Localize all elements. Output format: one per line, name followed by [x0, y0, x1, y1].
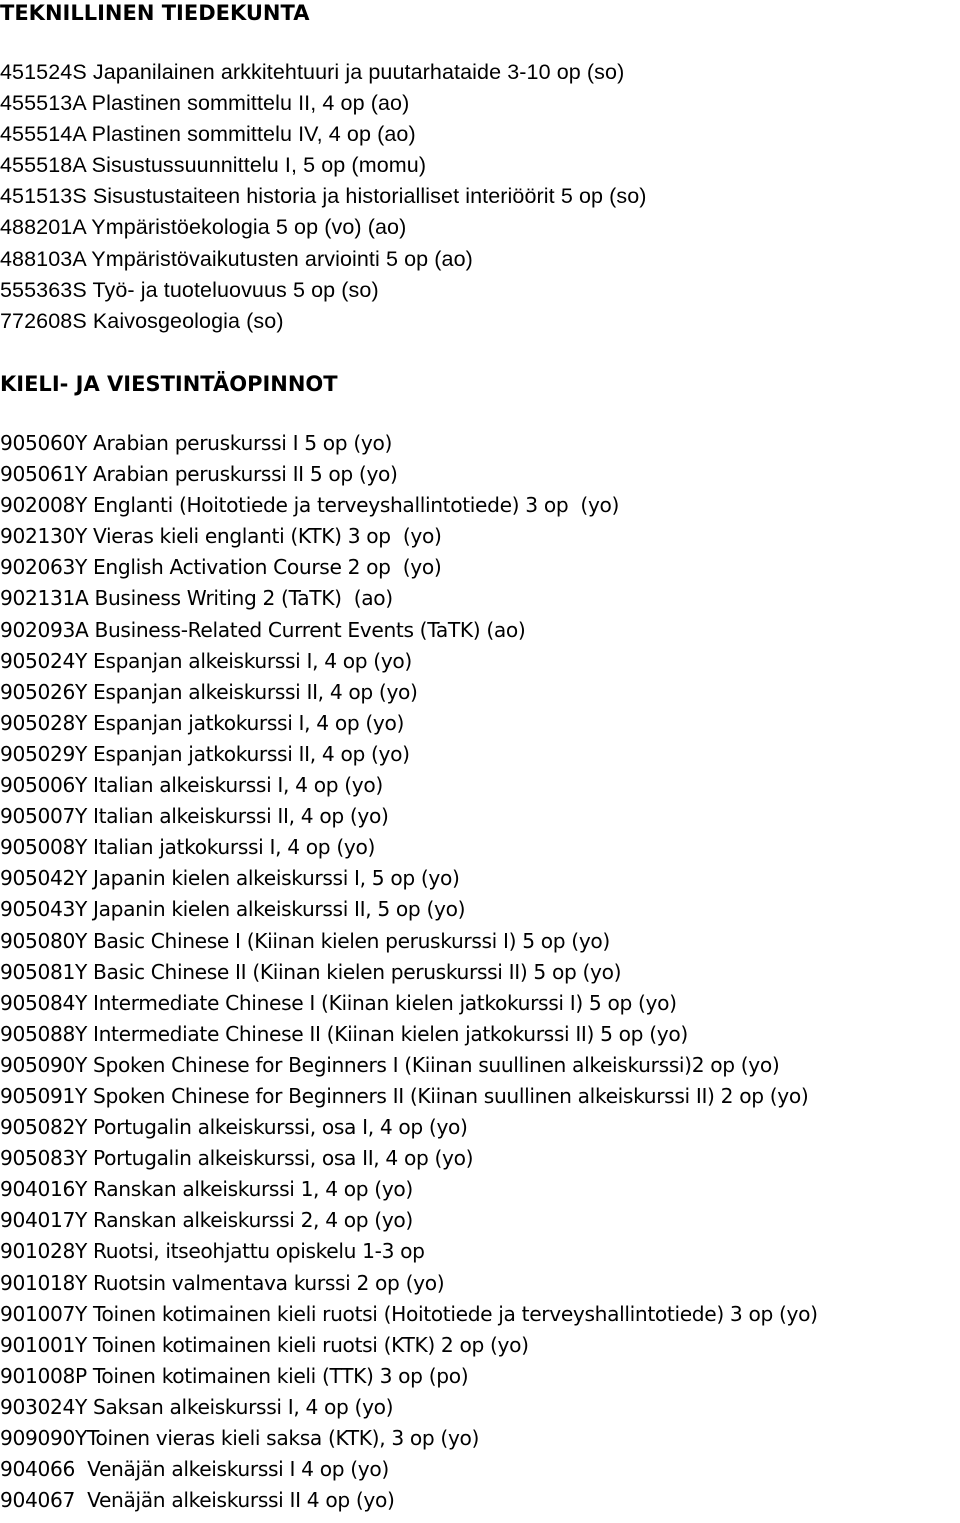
course-item: 905061Y Arabian peruskurssi II 5 op (yo) — [0, 462, 398, 487]
course-item: 905084Y Intermediate Chinese I (Kiinan kielen jatkokurssi I) 5 op (yo) — [0, 990, 677, 1015]
course-item: 904017Y Ranskan alkeiskurssi 2, 4 op (yo) — [0, 1208, 413, 1233]
course-item: 555363S Työ- ja tuoteluovuus 5 op (so) — [0, 277, 379, 302]
course-item: 905043Y Japanin kielen alkeiskurssi II, 5 op (yo) — [0, 897, 466, 922]
course-item: 451524S Japanilainen arkkitehtuuri ja puutarhataide 3-10 op (so) — [0, 60, 625, 84]
course-item: 903024Y Saksan alkeiskurssi I, 4 op (yo) — [0, 1394, 394, 1419]
course-item: 905024Y Espanjan alkeiskurssi I, 4 op (yo) — [0, 648, 412, 673]
course-item: 905026Y Espanjan alkeiskurssi II, 4 op (yo) — [0, 679, 418, 704]
course-item: 909090YToinen vieras kieli saksa (KTK), 3 op (yo) — [0, 1426, 480, 1450]
course-item: 902131A Business Writing 2 (TaTK) (ao) — [0, 586, 393, 611]
course-item: 455514A Plastinen sommittelu IV, 4 op (ao) — [0, 122, 416, 147]
course-item: 904066 Venäjän alkeiskurssi I 4 op (yo) — [0, 1457, 389, 1482]
course-item: 455513A Plastinen sommittelu II, 4 op (ao) — [0, 91, 410, 116]
course-item: 905082Y Portugalin alkeiskurssi, osa I, 4 op (yo) — [0, 1115, 468, 1140]
course-item: 901008P Toinen kotimainen kieli (TTK) 3 op (po) — [0, 1363, 469, 1388]
course-item: 901018Y Ruotsin valmentava kurssi 2 op (yo) — [0, 1270, 445, 1295]
course-item: 451513S Sisustustaiteen historia ja historialliset interiöörit 5 op (so) — [0, 184, 647, 209]
course-item: 488201A Ympäristöekologia 5 op (vo) (ao) — [0, 215, 407, 240]
course-item: 902063Y English Activation Course 2 op (yo) — [0, 555, 442, 580]
course-item: 905088Y Intermediate Chinese II (Kiinan kielen jatkokurssi II) 5 op (yo) — [0, 1021, 688, 1046]
course-item: 902093A Business-Related Current Events (TaTK) (ao) — [0, 617, 526, 642]
course-item: 772608S Kaivosgeologia (so) — [0, 308, 284, 333]
section-heading-technical: TEKNILLINEN TIEDEKUNTA — [0, 1, 310, 25]
section-heading-languages: KIELI- JA VIESTINTÄOPINNOT — [0, 372, 338, 396]
course-item: 902130Y Vieras kieli englanti (KTK) 3 op (yo) — [0, 524, 442, 549]
course-item: 905090Y Spoken Chinese for Beginners I (Kiinan suullinen alkeiskurssi)2 op (yo) — [0, 1052, 780, 1077]
course-item: 905042Y Japanin kielen alkeiskurssi I, 5 op (yo) — [0, 866, 460, 891]
course-item: 905060Y Arabian peruskurssi I 5 op (yo) — [0, 431, 392, 455]
course-item: 905008Y Italian jatkokurssi I, 4 op (yo) — [0, 835, 375, 860]
course-item: 905081Y Basic Chinese II (Kiinan kielen peruskurssi II) 5 op (yo) — [0, 959, 622, 984]
course-item: 905007Y Italian alkeiskurssi II, 4 op (yo) — [0, 804, 389, 829]
course-item: 905091Y Spoken Chinese for Beginners II (Kiinan suullinen alkeiskurssi II) 2 op (yo) — [0, 1083, 809, 1108]
course-item: 902008Y Englanti (Hoitotiede ja terveyshallintotiede) 3 op (yo) — [0, 493, 620, 518]
course-item: 905028Y Espanjan jatkokurssi I, 4 op (yo) — [0, 710, 405, 735]
course-list-languages — [0, 428, 818, 1516]
course-item: 901028Y Ruotsi, itseohjattu opiskelu 1-3 op — [0, 1239, 425, 1264]
course-item: 901001Y Toinen kotimainen kieli ruotsi (KTK) 2 op (yo) — [0, 1332, 529, 1357]
course-item: 455518A Sisustussuunnittelu I, 5 op (momu) — [0, 153, 427, 178]
course-item: 901007Y Toinen kotimainen kieli ruotsi (Hoitotiede ja terveyshallintotiede) 3 op (yo) — [0, 1301, 818, 1326]
course-item: 904016Y Ranskan alkeiskurssi 1, 4 op (yo) — [0, 1177, 413, 1202]
course-list-technical — [0, 57, 647, 337]
course-item: 905029Y Espanjan jatkokurssi II, 4 op (yo) — [0, 741, 410, 766]
course-item: 905006Y Italian alkeiskurssi I, 4 op (yo) — [0, 773, 383, 798]
course-item: 905080Y Basic Chinese I (Kiinan kielen peruskurssi I) 5 op (yo) — [0, 928, 610, 953]
course-item: 905083Y Portugalin alkeiskurssi, osa II, 4 op (yo) — [0, 1146, 474, 1171]
course-item: 488103A Ympäristövaikutusten arviointi 5 op (ao) — [0, 246, 473, 271]
course-item: 904067 Venäjän alkeiskurssi II 4 op (yo) — [0, 1488, 395, 1513]
